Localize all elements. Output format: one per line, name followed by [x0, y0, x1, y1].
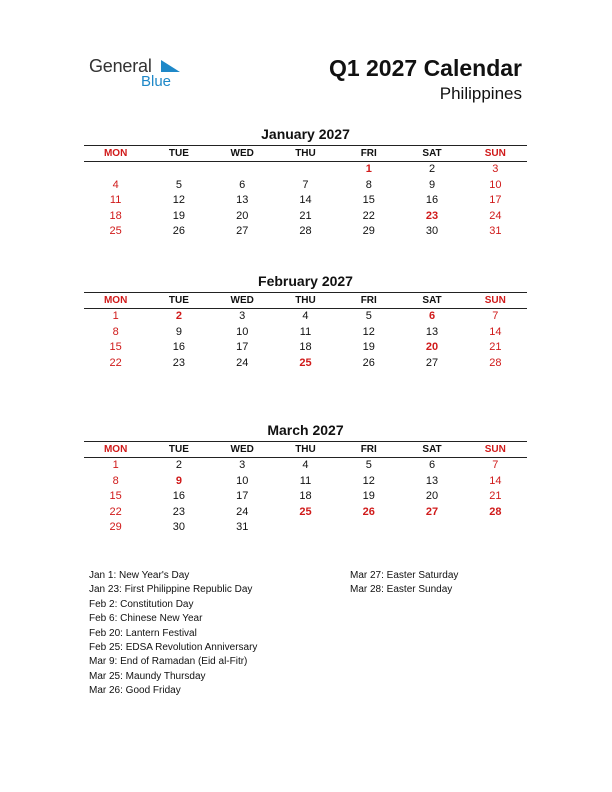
week-row: [84, 178, 527, 194]
day-cell: 11: [109, 194, 122, 206]
day-cell: 10: [489, 178, 502, 191]
holiday-day-cell: 27: [425, 505, 439, 518]
holiday-day-cell: 23: [425, 209, 439, 222]
day-cell: 19: [362, 490, 375, 502]
week-row: [84, 340, 527, 356]
day-cell: 15: [362, 194, 375, 206]
day-cell: 1: [112, 459, 119, 471]
holiday-item: Feb 25: EDSA Revolution Anniversary: [89, 642, 258, 654]
day-cell: 17: [236, 490, 249, 502]
logo-triangle-icon: [159, 59, 181, 73]
day-cell: 31: [236, 521, 249, 533]
day-cell: 4: [112, 178, 119, 191]
day-cell: 14: [299, 194, 312, 206]
holiday-item: Mar 9: End of Ramadan (Eid al-Fitr): [89, 656, 248, 668]
day-cell: 9: [175, 325, 182, 338]
week-row: [84, 193, 527, 209]
holiday-day-cell: 28: [489, 505, 502, 518]
day-cell: 14: [489, 325, 502, 338]
empty-day-cell: [147, 162, 210, 178]
day-cell: 21: [489, 490, 502, 502]
day-cell: 13: [236, 194, 249, 206]
day-cell: 22: [109, 505, 122, 518]
day-cell: 20: [425, 490, 439, 502]
day-cell: 25: [109, 225, 122, 237]
day-cell: 18: [299, 341, 312, 353]
day-cell: 19: [172, 209, 186, 222]
empty-day-cell: [274, 162, 337, 178]
weekday-thu: THU: [295, 444, 316, 455]
day-cell: 3: [239, 459, 246, 471]
weekday-fri: FRI: [360, 148, 377, 159]
holiday-item: Mar 26: Good Friday: [89, 685, 181, 697]
day-cell: 2: [175, 459, 182, 471]
weekday-mon: MON: [103, 295, 128, 306]
day-cell: 20: [236, 209, 249, 222]
month-title: January 2027: [261, 126, 350, 142]
empty-day-cell: [211, 162, 274, 178]
day-cell: 29: [362, 225, 375, 237]
day-cell: 8: [365, 178, 372, 191]
day-cell: 12: [362, 474, 375, 487]
holiday-day-cell: 20: [425, 341, 439, 353]
day-cell: 15: [109, 341, 122, 353]
week-row: [84, 489, 527, 505]
weekday-wed: WED: [230, 295, 254, 306]
empty-day-cell: [84, 162, 147, 178]
day-cell: 3: [239, 310, 246, 322]
day-cell: 3: [492, 163, 499, 175]
day-cell: 15: [109, 490, 122, 502]
week-row: [84, 458, 527, 474]
day-cell: 22: [362, 209, 375, 222]
day-cell: 30: [425, 225, 439, 237]
holiday-day-cell: 1: [365, 163, 372, 175]
day-cell: 6: [239, 178, 246, 191]
day-cell: 9: [428, 178, 436, 191]
month-title: March 2027: [267, 422, 344, 438]
day-cell: 26: [172, 225, 186, 237]
weekday-fri: FRI: [360, 444, 377, 455]
holiday-day-cell: 26: [362, 505, 375, 518]
day-cell: 17: [489, 194, 502, 206]
page-title: Q1 2027 Calendar: [328, 55, 522, 81]
empty-day-cell: [400, 520, 463, 536]
weekday-sat: SAT: [422, 148, 442, 159]
day-cell: 12: [362, 325, 375, 338]
day-cell: 18: [299, 490, 312, 502]
holiday-item: Jan 23: First Philippine Republic Day: [89, 584, 253, 596]
empty-day-cell: [274, 520, 337, 536]
logo: [89, 56, 189, 96]
weekday-sun: SUN: [484, 444, 506, 455]
day-cell: 16: [172, 490, 186, 502]
day-cell: 21: [489, 341, 502, 353]
day-cell: 5: [175, 178, 182, 191]
weekday-sat: SAT: [422, 444, 442, 455]
month-february: [84, 272, 527, 371]
day-cell: 7: [492, 459, 499, 471]
day-cell: 24: [236, 356, 249, 369]
weekday-mon: MON: [103, 444, 128, 455]
weekday-sun: SUN: [484, 148, 506, 159]
day-cell: 16: [172, 341, 186, 353]
weekday-thu: THU: [295, 148, 316, 159]
holiday-list-right: [350, 569, 458, 598]
day-cell: 23: [172, 505, 186, 518]
holiday-item: Feb 6: Chinese New Year: [89, 613, 203, 625]
day-cell: 17: [236, 341, 249, 353]
day-cell: 19: [362, 341, 375, 353]
day-cell: 18: [109, 209, 122, 222]
holiday-day-cell: 2: [175, 310, 182, 322]
day-cell: 7: [492, 310, 499, 322]
holiday-item: Mar 25: Maundy Thursday: [89, 670, 206, 682]
empty-day-cell: [464, 520, 527, 536]
weekday-fri: FRI: [360, 295, 377, 306]
week-row: [84, 162, 527, 178]
month-title: February 2027: [258, 273, 353, 289]
weekday-tue: TUE: [168, 295, 189, 306]
logo-word-blue: Blue: [141, 73, 172, 90]
day-cell: 24: [489, 209, 502, 222]
weekday-tue: TUE: [168, 444, 189, 455]
day-cell: 29: [109, 521, 122, 533]
holiday-list-left: [89, 569, 257, 699]
week-row: [84, 356, 527, 372]
day-cell: 28: [299, 225, 312, 237]
day-cell: 12: [172, 194, 186, 206]
holiday-item: Mar 28: Easter Sunday: [350, 584, 453, 596]
week-row: [84, 209, 527, 225]
day-cell: 8: [112, 474, 119, 487]
day-cell: 27: [236, 225, 249, 237]
day-cell: 6: [428, 459, 436, 471]
holiday-item: Mar 27: Easter Saturday: [350, 570, 459, 581]
day-cell: 11: [299, 474, 312, 487]
weekday-sun: SUN: [484, 295, 506, 306]
day-cell: 28: [489, 356, 502, 369]
day-cell: 14: [489, 474, 502, 487]
day-cell: 16: [425, 194, 439, 206]
day-cell: 30: [172, 521, 186, 533]
weekday-sat: SAT: [422, 295, 442, 306]
week-row: [84, 224, 527, 240]
day-cell: 10: [236, 325, 249, 338]
day-cell: 26: [362, 356, 375, 369]
holiday-item: Feb 2: Constitution Day: [89, 598, 194, 610]
holiday-item: Jan 1: New Year's Day: [89, 570, 190, 581]
day-cell: 10: [236, 474, 249, 487]
week-row: [84, 520, 527, 536]
weekday-header-row: [84, 145, 527, 162]
week-row: [84, 309, 527, 325]
week-row: [84, 325, 527, 341]
holiday-day-cell: 25: [299, 505, 312, 518]
day-cell: 5: [365, 310, 372, 322]
weekday-header-row: [84, 292, 527, 309]
month-january: [84, 125, 527, 240]
weekday-wed: WED: [230, 148, 254, 159]
day-cell: 11: [299, 325, 312, 338]
holiday-day-cell: 6: [428, 310, 436, 322]
logo-word-general: General: [89, 56, 152, 76]
country-name: Philippines: [439, 84, 522, 103]
weekday-thu: THU: [295, 295, 316, 306]
day-cell: 4: [302, 310, 309, 322]
day-cell: 2: [428, 163, 436, 175]
day-cell: 27: [425, 356, 439, 369]
weekday-tue: TUE: [168, 148, 189, 159]
day-cell: 4: [302, 459, 309, 471]
day-cell: 21: [299, 209, 312, 222]
holiday-item: Feb 20: Lantern Festival: [89, 627, 197, 639]
day-cell: 13: [425, 474, 439, 487]
empty-day-cell: [337, 520, 400, 536]
day-cell: 24: [236, 505, 249, 518]
day-cell: 5: [365, 459, 372, 471]
weekday-header-row: [84, 441, 527, 458]
week-row: [84, 474, 527, 490]
month-march: [84, 421, 527, 536]
day-cell: 8: [112, 325, 119, 338]
holiday-day-cell: 9: [175, 474, 182, 487]
weekday-mon: MON: [103, 148, 128, 159]
day-cell: 13: [425, 325, 439, 338]
day-cell: 22: [109, 356, 122, 369]
holiday-day-cell: 25: [299, 356, 312, 369]
week-row: [84, 505, 527, 521]
day-cell: 1: [112, 310, 119, 322]
day-cell: 7: [302, 178, 309, 191]
weekday-wed: WED: [230, 444, 254, 455]
day-cell: 31: [489, 225, 502, 237]
day-cell: 23: [172, 356, 186, 369]
